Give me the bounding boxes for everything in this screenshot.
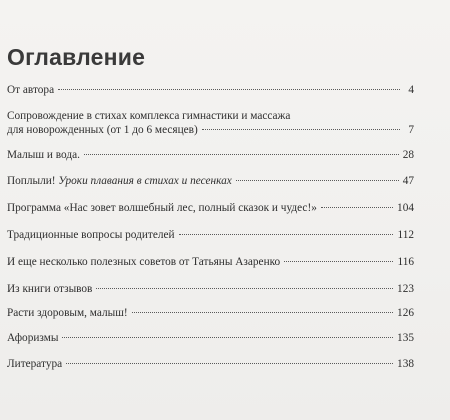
toc-entry-baby-and-water <box>7 148 414 162</box>
dot-leader <box>236 180 399 181</box>
toc-entry-title-line2: для новорожденных (от 1 до 6 месяцев) <box>7 124 198 136</box>
toc-page-number: 126 <box>397 307 414 319</box>
toc-entry-program <box>7 201 414 215</box>
toc-entry-subtitle: Уроки плавания в стихах и песенках <box>58 175 232 187</box>
toc-entry-title: Программа «Нас зовет волшебный лес, полный сказок и чудес!» <box>7 202 317 214</box>
toc-page-number: 4 <box>408 84 414 96</box>
toc-page-number: 112 <box>397 229 414 241</box>
toc-entry-title: Малыш и вода. <box>7 149 80 161</box>
toc-entry-literature <box>7 357 414 371</box>
toc-page-number: 138 <box>397 358 414 370</box>
toc-entry-main-title: Поплыли! <box>7 175 56 187</box>
dot-leader <box>66 363 393 364</box>
toc-entry-reviews <box>7 282 414 296</box>
toc-entry-parent-questions <box>7 228 414 242</box>
dot-leader <box>284 261 393 262</box>
dot-leader <box>84 154 399 155</box>
toc-entry-title <box>7 174 232 188</box>
table-of-contents <box>7 0 414 420</box>
dot-leader <box>202 129 400 130</box>
toc-entry-aphorisms <box>7 331 414 345</box>
toc-entry-useful-advice <box>7 255 414 269</box>
toc-page-number: 116 <box>397 256 414 268</box>
dot-leader <box>62 337 393 338</box>
toc-page-number: 123 <box>397 283 414 295</box>
toc-entry-grow-healthy <box>7 306 414 320</box>
page-title: Оглавление <box>7 44 146 70</box>
toc-entry-swimming <box>7 174 414 188</box>
toc-page-number: 7 <box>408 124 414 136</box>
toc-entry-title: Литература <box>7 358 63 370</box>
toc-entry-from-author <box>7 83 414 97</box>
toc-page-number: 28 <box>402 149 414 161</box>
dot-leader <box>58 89 400 90</box>
toc-page-number: 47 <box>402 175 414 187</box>
toc-entry-title: Расти здоровым, малыш! <box>7 307 128 319</box>
dot-leader <box>132 312 393 313</box>
dot-leader <box>179 234 394 235</box>
toc-entry-title: И еще несколько полезных советов от Татьяны Азаренко <box>7 256 281 268</box>
dot-leader <box>321 207 393 208</box>
toc-entry-title: От автора <box>7 84 55 96</box>
toc-entry-title: Традиционные вопросы родителей <box>7 229 175 241</box>
dot-leader <box>96 288 393 289</box>
toc-entry-title: Афоризмы <box>7 332 59 344</box>
toc-page-number: 104 <box>397 202 414 214</box>
toc-entry-gymnastics <box>7 109 414 137</box>
toc-page-number: 135 <box>397 332 414 344</box>
toc-entry-title: Из книги отзывов <box>7 283 93 295</box>
toc-entry-title-line1: Сопровождение в стихах комплекса гимнастики и массажа <box>7 110 291 122</box>
